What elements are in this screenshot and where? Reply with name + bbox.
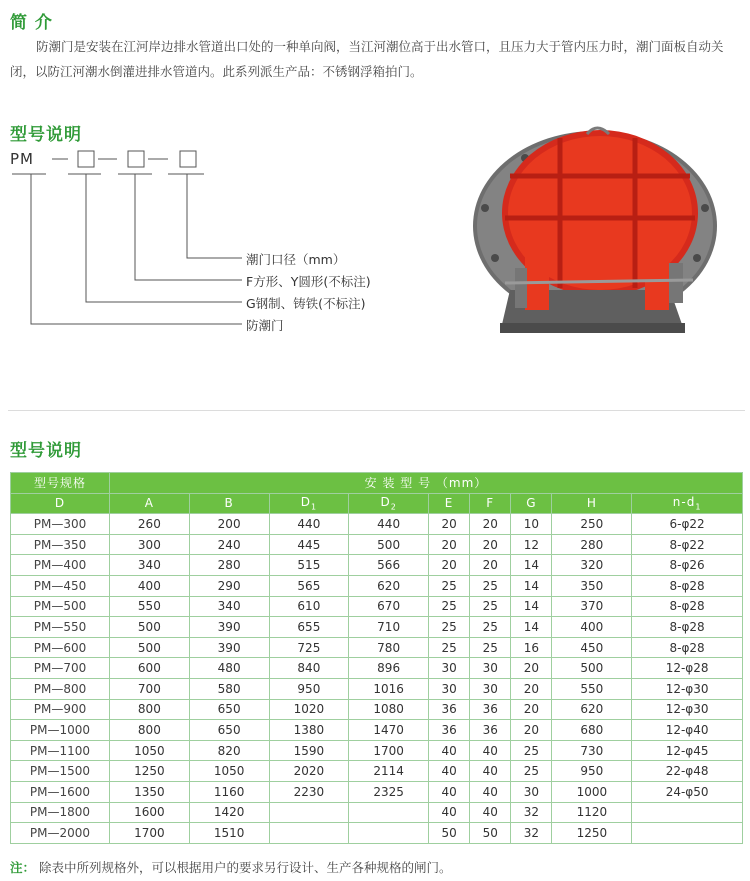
row-model-cell: PM—350 [11, 534, 110, 555]
table-cell: 40 [429, 740, 470, 761]
table-cell: 14 [511, 555, 552, 576]
row-model-cell: PM—1600 [11, 781, 110, 802]
table-row [11, 534, 743, 555]
table-cell: 20 [511, 699, 552, 720]
row-model-cell: PM—2000 [11, 823, 110, 844]
table-cell [269, 823, 349, 844]
table-cell: 36 [429, 720, 470, 741]
table-row [11, 658, 743, 679]
table-cell: 655 [269, 617, 349, 638]
header-b: B [189, 493, 269, 514]
table-cell: 16 [511, 637, 552, 658]
header-install-model: 安 装 型 号 （mm） [110, 473, 743, 494]
table-cell: 12 [511, 534, 552, 555]
table-row [11, 596, 743, 617]
table-cell: 620 [552, 699, 632, 720]
table-cell: 36 [470, 720, 511, 741]
table-cell: 620 [349, 575, 429, 596]
table-row [11, 617, 743, 638]
table-cell: 565 [269, 575, 349, 596]
table-cell: 445 [269, 534, 349, 555]
table-cell [349, 802, 429, 823]
row-model-cell: PM—550 [11, 617, 110, 638]
table-cell: 10 [511, 514, 552, 535]
table-cell: 650 [189, 699, 269, 720]
table-cell: 340 [189, 596, 269, 617]
table-cell: 14 [511, 575, 552, 596]
table-cell: 36 [470, 699, 511, 720]
table-cell: 1016 [349, 678, 429, 699]
spec-table-body [11, 514, 743, 844]
footnote [10, 858, 452, 876]
table-cell: 20 [429, 555, 470, 576]
table-cell: 440 [349, 514, 429, 535]
table-cell: 1160 [189, 781, 269, 802]
table-row [11, 555, 743, 576]
header-nd1: $n-d_1$ [632, 493, 743, 514]
table-cell: 680 [552, 720, 632, 741]
table-cell: 1000 [552, 781, 632, 802]
table-cell: 20 [511, 678, 552, 699]
header-model-spec: 型号规格 [11, 473, 110, 494]
table-cell: 730 [552, 740, 632, 761]
table-cell: 515 [269, 555, 349, 576]
table-cell: 8-φ28 [632, 596, 743, 617]
table-cell: 25 [511, 761, 552, 782]
table-row [11, 575, 743, 596]
table-cell: 896 [349, 658, 429, 679]
table-cell: 6-φ22 [632, 514, 743, 535]
table-cell: 450 [552, 637, 632, 658]
table-cell: 2325 [349, 781, 429, 802]
table-cell: 25 [470, 617, 511, 638]
table-cell: 40 [429, 781, 470, 802]
table-cell: 725 [269, 637, 349, 658]
header-d2: $D_2$ [349, 493, 429, 514]
table-cell: 50 [429, 823, 470, 844]
table-cell: 1050 [110, 740, 190, 761]
table-cell: 340 [110, 555, 190, 576]
table-cell: 20 [470, 555, 511, 576]
table-cell [632, 802, 743, 823]
table-cell: 650 [189, 720, 269, 741]
table-cell: 25 [470, 637, 511, 658]
table-cell: 1350 [110, 781, 190, 802]
table-cell: 8-φ28 [632, 617, 743, 638]
table-row [11, 823, 743, 844]
table-cell: 8-φ26 [632, 555, 743, 576]
table-cell: 30 [511, 781, 552, 802]
table-cell: 480 [189, 658, 269, 679]
table-cell: 500 [552, 658, 632, 679]
model-desc-heading: 型号说明 [10, 125, 82, 145]
table-cell: 14 [511, 617, 552, 638]
model-code-lines [0, 145, 450, 345]
table-cell: 24-φ50 [632, 781, 743, 802]
table-cell: 320 [552, 555, 632, 576]
table-cell: 440 [269, 514, 349, 535]
table-cell: 2114 [349, 761, 429, 782]
table-cell: 800 [110, 720, 190, 741]
row-model-cell: PM—400 [11, 555, 110, 576]
table-cell: 390 [189, 617, 269, 638]
table-cell: 1020 [269, 699, 349, 720]
table-cell: 780 [349, 637, 429, 658]
table-cell: 8-φ28 [632, 575, 743, 596]
table-cell: 500 [110, 637, 190, 658]
table-cell: 30 [429, 678, 470, 699]
table-cell: 40 [429, 802, 470, 823]
label-diameter: 潮门口径（mm） [246, 252, 346, 267]
row-model-cell: PM—300 [11, 514, 110, 535]
table-cell: 20 [511, 720, 552, 741]
header-f: F [470, 493, 511, 514]
table-cell: 14 [511, 596, 552, 617]
table-cell: 25 [429, 596, 470, 617]
table-cell: 600 [110, 658, 190, 679]
row-model-cell: PM—450 [11, 575, 110, 596]
table-cell: 20 [511, 658, 552, 679]
table-cell: 240 [189, 534, 269, 555]
table-row [11, 740, 743, 761]
row-model-cell: PM—800 [11, 678, 110, 699]
table-cell: 40 [470, 802, 511, 823]
row-model-cell: PM—1000 [11, 720, 110, 741]
table-cell: 550 [110, 596, 190, 617]
table-cell: 25 [511, 740, 552, 761]
table-cell: 950 [552, 761, 632, 782]
table-cell: 200 [189, 514, 269, 535]
table-cell: 250 [552, 514, 632, 535]
table-cell: 710 [349, 617, 429, 638]
table-cell: 12-φ40 [632, 720, 743, 741]
table-cell: 36 [429, 699, 470, 720]
table-cell: 40 [470, 761, 511, 782]
table-cell: 500 [349, 534, 429, 555]
table-cell: 12-φ28 [632, 658, 743, 679]
spec-table [10, 472, 743, 844]
section-divider [8, 410, 745, 411]
table-cell: 1050 [189, 761, 269, 782]
model-code-diagram [0, 145, 450, 345]
table-cell: 25 [470, 596, 511, 617]
table-cell: 610 [269, 596, 349, 617]
table-cell: 370 [552, 596, 632, 617]
table-cell: 800 [110, 699, 190, 720]
table-cell: 290 [189, 575, 269, 596]
table-cell: 20 [470, 514, 511, 535]
table-cell: 20 [429, 534, 470, 555]
table-cell: 2230 [269, 781, 349, 802]
table-cell: 670 [349, 596, 429, 617]
table-cell: 1080 [349, 699, 429, 720]
table-cell: 1590 [269, 740, 349, 761]
table-cell: 280 [552, 534, 632, 555]
table-cell: 840 [269, 658, 349, 679]
table-row [11, 699, 743, 720]
table-cell: 1120 [552, 802, 632, 823]
header-d1: $D_1$ [269, 493, 349, 514]
table-row [11, 802, 743, 823]
table-cell: 30 [470, 658, 511, 679]
table-row [11, 781, 743, 802]
table-cell: 280 [189, 555, 269, 576]
table-cell: 1700 [110, 823, 190, 844]
table-cell: 500 [110, 617, 190, 638]
row-model-cell: PM—600 [11, 637, 110, 658]
table-cell: 350 [552, 575, 632, 596]
table-cell: 8-φ22 [632, 534, 743, 555]
table-cell: 40 [429, 761, 470, 782]
header-h: H [552, 493, 632, 514]
table-cell: 20 [470, 534, 511, 555]
table-cell: 1600 [110, 802, 190, 823]
table-cell: 40 [470, 740, 511, 761]
table-cell: 25 [429, 575, 470, 596]
table-cell: 12-φ30 [632, 699, 743, 720]
row-model-cell: PM—1100 [11, 740, 110, 761]
table-cell: 390 [189, 637, 269, 658]
row-model-cell: PM—700 [11, 658, 110, 679]
header-d: D [11, 493, 110, 514]
spec-heading: 型号说明 [10, 441, 82, 461]
table-cell: 1380 [269, 720, 349, 741]
table-cell: 260 [110, 514, 190, 535]
table-cell [269, 802, 349, 823]
table-cell: 8-φ28 [632, 637, 743, 658]
table-cell: 1250 [552, 823, 632, 844]
header-g: G [511, 493, 552, 514]
table-cell: 400 [552, 617, 632, 638]
row-model-cell: PM—1800 [11, 802, 110, 823]
row-model-cell: PM—1500 [11, 761, 110, 782]
table-cell: 12-φ30 [632, 678, 743, 699]
table-cell: 1420 [189, 802, 269, 823]
table-cell: 1250 [110, 761, 190, 782]
table-cell: 820 [189, 740, 269, 761]
intro-heading: 简 介 [10, 13, 53, 33]
table-cell [349, 823, 429, 844]
table-row [11, 678, 743, 699]
table-cell: 25 [470, 575, 511, 596]
table-cell: 32 [511, 823, 552, 844]
table-cell: 700 [110, 678, 190, 699]
model-prefix: PM [10, 150, 34, 168]
label-material: G钢制、铸铁(不标注) [246, 296, 366, 311]
table-cell: 40 [470, 781, 511, 802]
table-cell: 950 [269, 678, 349, 699]
table-row [11, 514, 743, 535]
column-header-row [11, 493, 743, 514]
table-cell: 400 [110, 575, 190, 596]
table-cell: 22-φ48 [632, 761, 743, 782]
table-cell: 30 [470, 678, 511, 699]
table-row [11, 720, 743, 741]
table-cell: 12-φ45 [632, 740, 743, 761]
table-cell: 32 [511, 802, 552, 823]
product-image [465, 118, 735, 348]
row-model-cell: PM—900 [11, 699, 110, 720]
table-cell: 25 [429, 637, 470, 658]
intro-text: 防潮门是安装在江河岸边排水管道出口处的一种单向阀，当江河潮位高于出水管口，且压力大于管内压力时，潮门面板自动关闭，以防江河潮水倒灌进排水管道内。此系列派生产品：不锈钢浮箱拍门。 [10, 39, 724, 79]
table-cell [632, 823, 743, 844]
table-cell: 30 [429, 658, 470, 679]
row-model-cell: PM—500 [11, 596, 110, 617]
table-cell: 50 [470, 823, 511, 844]
table-cell: 566 [349, 555, 429, 576]
footnote-label: 注： [10, 860, 36, 875]
table-cell: 550 [552, 678, 632, 699]
table-cell: 25 [429, 617, 470, 638]
label-product: 防潮门 [246, 318, 284, 333]
table-cell: 1510 [189, 823, 269, 844]
table-cell: 300 [110, 534, 190, 555]
table-cell: 1470 [349, 720, 429, 741]
table-cell: 20 [429, 514, 470, 535]
table-row [11, 761, 743, 782]
header-a: A [110, 493, 190, 514]
footnote-text: 除表中所列规格外，可以根据用户的要求另行设计、生产各种规格的闸门。 [39, 860, 452, 875]
table-cell: 2020 [269, 761, 349, 782]
header-e: E [429, 493, 470, 514]
table-cell: 1700 [349, 740, 429, 761]
table-cell: 580 [189, 678, 269, 699]
table-row [11, 637, 743, 658]
label-shape: F方形、Y圆形(不标注) [246, 274, 371, 289]
